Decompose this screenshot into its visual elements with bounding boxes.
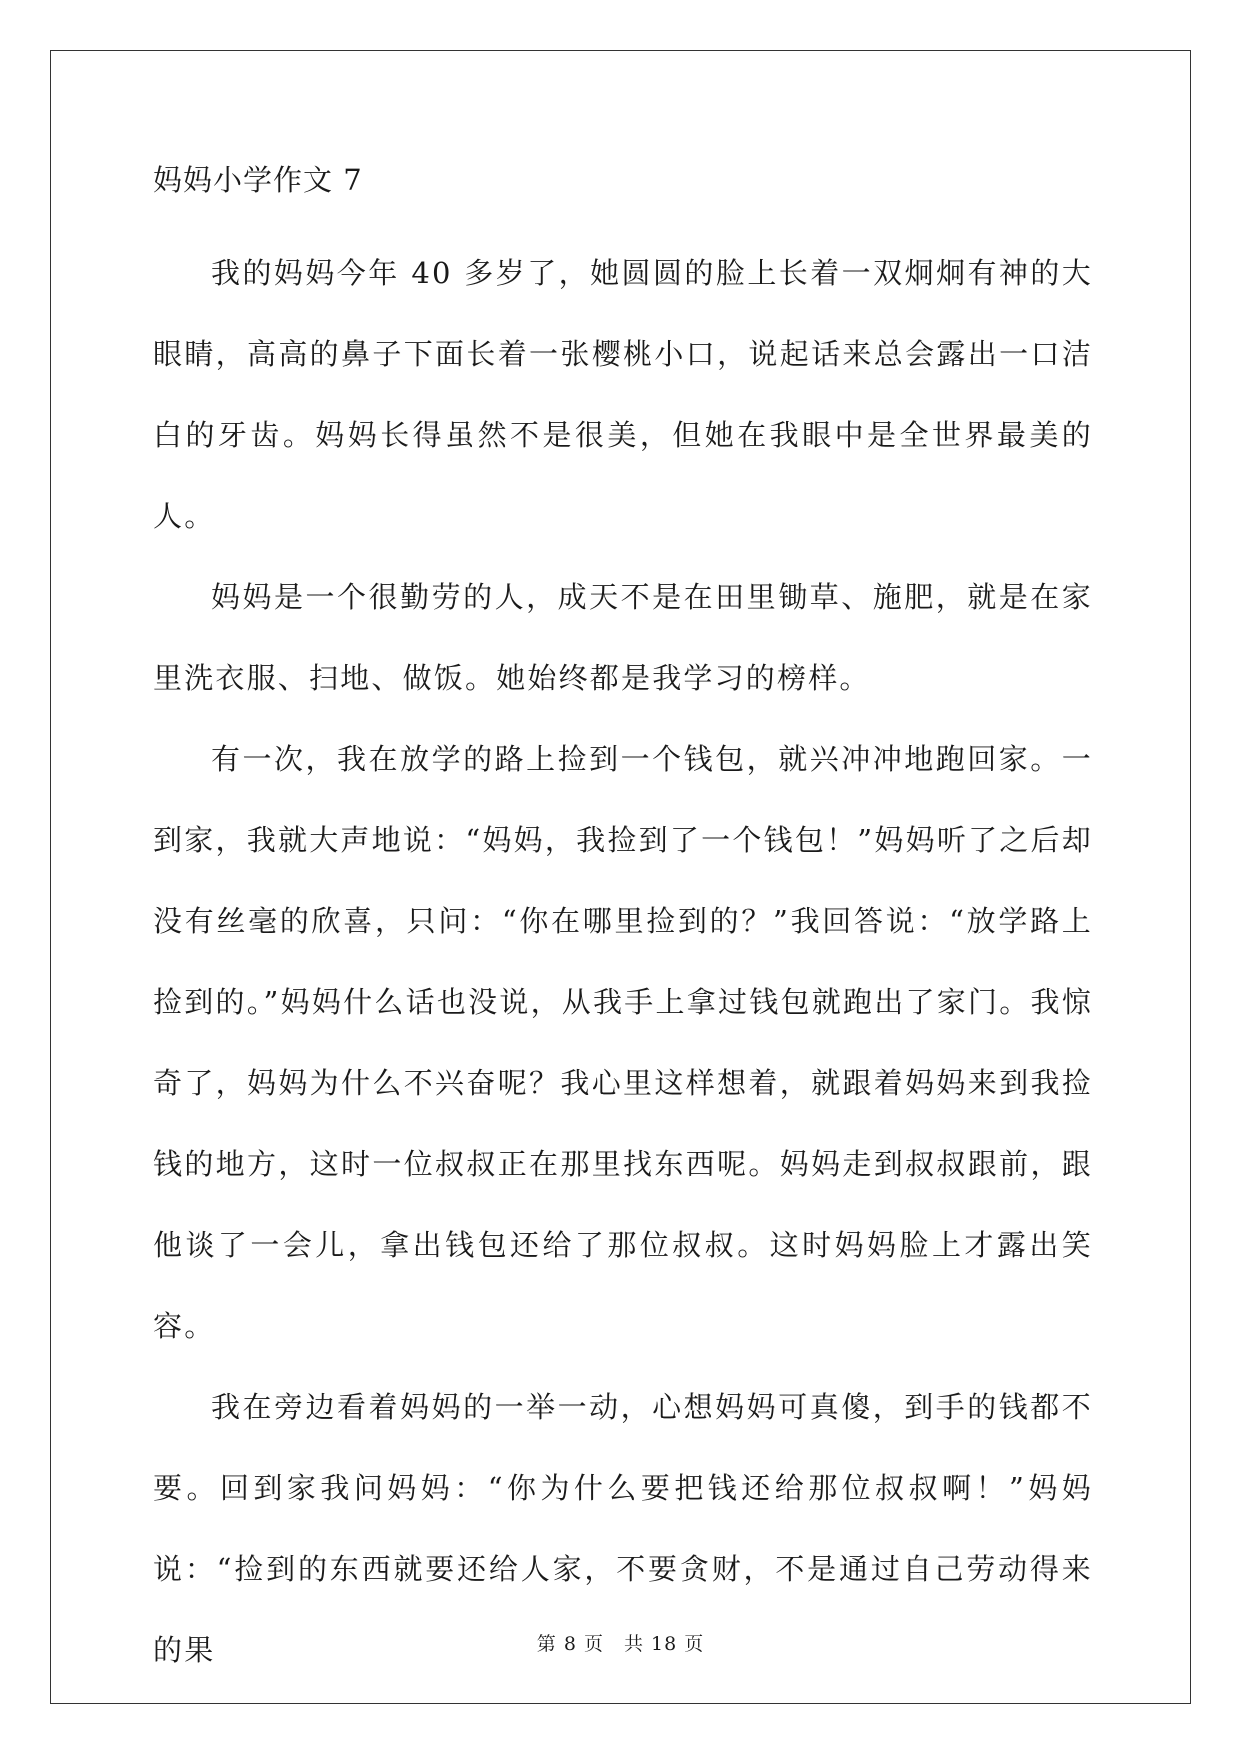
document-title: 妈妈小学作文 7 xyxy=(153,163,363,197)
paragraph-1: 我的妈妈今年 40 多岁了，她圆圆的脸上长着一双炯炯有神的大眼睛，高高的鼻子下面长着一张樱桃小口，说起话来总会露出一口洁白的牙齿。妈妈长得虽然不是很美，但她在我眼中是全世界最美的人。 xyxy=(153,256,1093,533)
document-body xyxy=(153,165,1093,1691)
paragraph-2: 妈妈是一个很勤劳的人，成天不是在田里锄草、施肥，就是在家里洗衣服、扫地、做饭。她始终都是我学习的榜样。 xyxy=(153,580,1093,695)
paragraph-3: 有一次，我在放学的路上捡到一个钱包，就兴冲冲地跑回家。一到家，我就大声地说：“妈妈，我捡到了一个钱包！”妈妈听了之后却没有丝毫的欣喜，只问：“你在哪里捡到的？”我回答说：“放学路上捡到的。”妈妈什么话也没说，从我手上拿过钱包就跑出了家门。我惊奇了，妈妈为什么不兴奋呢？我心里这样想着，就跟着妈妈来到我捡钱的地方，这时一位叔叔正在那里找东西呢。妈妈走到叔叔跟前，跟他谈了一会儿，拿出钱包还给了那位叔叔。这时妈妈脸上才露出笑容。 xyxy=(153,742,1093,1343)
paragraph-4: 我在旁边看着妈妈的一举一动，心想妈妈可真傻，到手的钱都不要。回到家我问妈妈：“你为什么要把钱还给那位叔叔啊！”妈妈说：“捡到的东西就要还给人家，不要贪财，不是通过自己劳动得来的果 xyxy=(153,1390,1093,1667)
page-number-footer: 第 8 页 共 18 页 xyxy=(536,1633,705,1655)
